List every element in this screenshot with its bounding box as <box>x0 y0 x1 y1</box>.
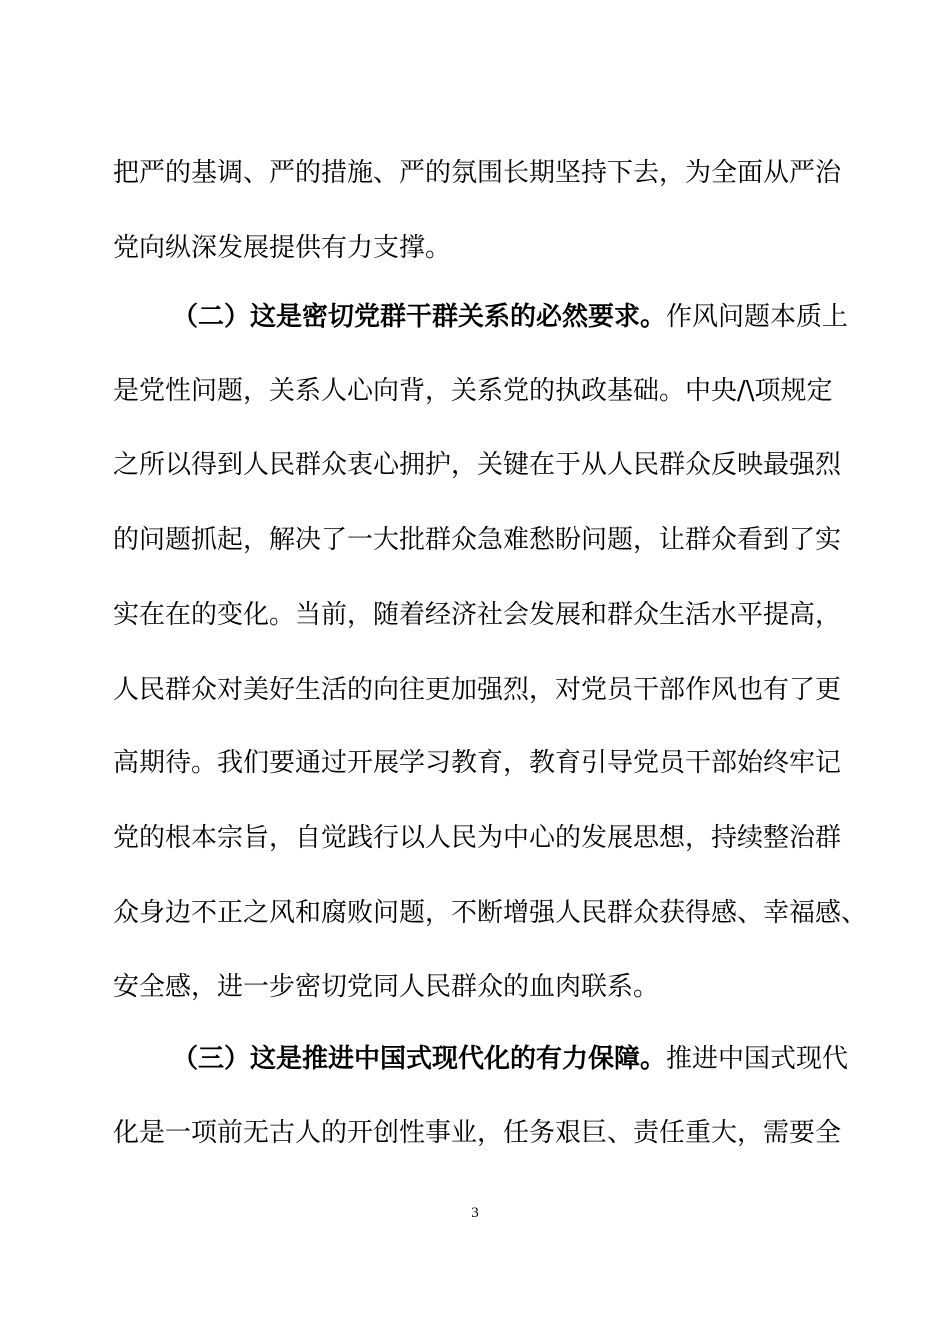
text-line-6: 的问题抓起，解决了一大批群众急难愁盼问题，让群众看到了实 <box>113 525 842 555</box>
text-line-11: 众身边不正之风和腐败问题，不断增强人民群众获得感、幸福感、 <box>113 898 868 928</box>
section-3-line <box>172 1039 848 1079</box>
text-line-7: 实在在的变化。当前，随着经济社会发展和群众生活水平提高， <box>113 600 842 630</box>
page-number: 3 <box>471 1205 479 1221</box>
text-line-10: 党的根本宗旨，自觉践行以人民为中心的发展思想，持续整治群 <box>113 823 842 853</box>
section-3-text: 推进中国式现代 <box>666 1044 849 1074</box>
section-2-line <box>172 297 848 337</box>
text-line-4: 是党性问题，关系人心向背，关系党的执政基础。中央/\项规定 <box>113 376 833 406</box>
section-3-heading: （三）这是推进中国式现代化的有力保障。 <box>172 1044 667 1074</box>
text-line-9: 高期待。我们要通过开展学习教育，教育引导党员干部始终牢记 <box>113 748 842 778</box>
text-line-5: 之所以得到人民群众衷心拥护，关键在于从人民群众反映最强烈 <box>113 450 842 480</box>
text-line-2: 党向纵深发展提供有力支撑。 <box>113 233 452 263</box>
section-2-heading: （二）这是密切党群干群关系的必然要求。 <box>172 302 667 332</box>
text-line-14: 化是一项前无古人的开创性事业，任务艰巨、责任重大，需要全 <box>113 1118 842 1148</box>
text-line-8: 人民群众对美好生活的向往更加强烈，对党员干部作风也有了更 <box>113 675 842 705</box>
text-line-12: 安全感，进一步密切党同人民群众的血肉联系。 <box>113 972 660 1002</box>
text-line-1: 把严的基调、严的措施、严的氛围长期坚持下去，为全面从严治 <box>113 158 842 188</box>
section-2-text: 作风问题本质上 <box>666 302 849 332</box>
